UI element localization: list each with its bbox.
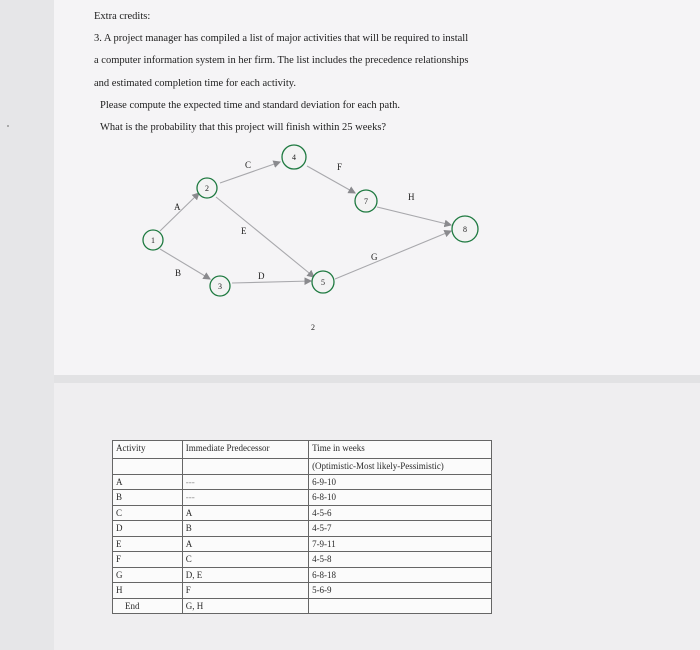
predecessor-cell: --- xyxy=(182,490,308,506)
question-line-4: Please compute the expected time and standard deviation for each path. xyxy=(100,100,401,111)
header-predecessor: Immediate Predecessor xyxy=(182,441,308,459)
table-cell xyxy=(182,459,308,475)
table-row xyxy=(113,474,492,490)
table-row xyxy=(113,552,492,568)
predecessor-cell: F xyxy=(182,583,308,599)
predecessor-cell: --- xyxy=(182,474,308,490)
node-7 xyxy=(355,190,377,212)
question-line-2: a computer information system in her firm. The list includes the precedence relationships xyxy=(94,55,469,66)
edge-b xyxy=(160,249,210,279)
predecessor-cell: A xyxy=(182,505,308,521)
table-row xyxy=(113,567,492,583)
node-4 xyxy=(282,145,306,169)
edge-label-f: F xyxy=(337,162,343,172)
time-cell: 5-6-9 xyxy=(309,583,492,599)
activity-cell: End xyxy=(113,598,183,614)
edge-label-d: D xyxy=(258,271,265,281)
activity-table xyxy=(112,440,492,614)
edge-label-a: A xyxy=(174,202,181,212)
node-3 xyxy=(210,276,230,296)
header-time: Time in weeks xyxy=(309,441,492,459)
time-cell: 4-5-6 xyxy=(309,505,492,521)
question-line-1: 3. A project manager has compiled a list of major activities that will be required to install xyxy=(94,33,469,44)
activity-cell: H xyxy=(113,583,183,599)
time-cell: 6-9-10 xyxy=(309,474,492,490)
table-cell xyxy=(113,459,183,475)
svg-text:8: 8 xyxy=(463,225,467,234)
edge-d xyxy=(232,281,311,283)
svg-text:1: 1 xyxy=(151,236,155,245)
edge-a xyxy=(160,193,199,231)
activity-cell: A xyxy=(113,474,183,490)
node-5 xyxy=(312,271,334,293)
question-line-3: and estimated completion time for each activity. xyxy=(94,78,296,89)
time-cell: 7-9-11 xyxy=(309,536,492,552)
edge-label-h: H xyxy=(408,192,415,202)
predecessor-cell: G, H xyxy=(182,598,308,614)
table-row xyxy=(113,521,492,537)
node-8 xyxy=(452,216,478,242)
time-cell: 4-5-7 xyxy=(309,521,492,537)
edge-label-e: E xyxy=(241,226,247,236)
time-cell: 4-5-8 xyxy=(309,552,492,568)
table-row xyxy=(113,505,492,521)
edge-g xyxy=(335,231,451,279)
edge-e xyxy=(216,197,314,277)
svg-text:2: 2 xyxy=(205,184,209,193)
question-line-5: What is the probability that this project will finish within 25 weeks? xyxy=(100,122,387,133)
predecessor-cell: C xyxy=(182,552,308,568)
edge-h xyxy=(377,207,451,225)
edge-f xyxy=(307,166,355,193)
time-cell: 6-8-10 xyxy=(309,490,492,506)
edge-label-c: C xyxy=(245,160,252,170)
header-time-subheader: (Optimistic-Most likely-Pessimistic) xyxy=(309,459,492,475)
table-subheader-row xyxy=(113,459,492,475)
time-cell xyxy=(309,598,492,614)
svg-text:7: 7 xyxy=(364,197,368,206)
predecessor-cell: B xyxy=(182,521,308,537)
stray-label: 2 xyxy=(311,323,315,332)
activity-cell: F xyxy=(113,552,183,568)
predecessor-cell: A xyxy=(182,536,308,552)
edge-label-b: B xyxy=(175,268,182,278)
table-header-row xyxy=(113,441,492,459)
activity-cell: G xyxy=(113,567,183,583)
time-cell: 6-8-18 xyxy=(309,567,492,583)
table-row xyxy=(113,583,492,599)
activity-cell: D xyxy=(113,521,183,537)
activity-cell: B xyxy=(113,490,183,506)
svg-text:5: 5 xyxy=(321,278,325,287)
table-row xyxy=(113,598,492,614)
svg-text:4: 4 xyxy=(292,153,296,162)
svg-text:3: 3 xyxy=(218,282,222,291)
table-row xyxy=(113,536,492,552)
activity-cell: E xyxy=(113,536,183,552)
header-activity: Activity xyxy=(113,441,183,459)
node-1 xyxy=(143,230,163,250)
node-2 xyxy=(197,178,217,198)
table-row xyxy=(113,490,492,506)
predecessor-cell: D, E xyxy=(182,567,308,583)
edge-label-g: G xyxy=(371,252,378,262)
heading: Extra credits: xyxy=(94,11,151,22)
activity-cell: C xyxy=(113,505,183,521)
